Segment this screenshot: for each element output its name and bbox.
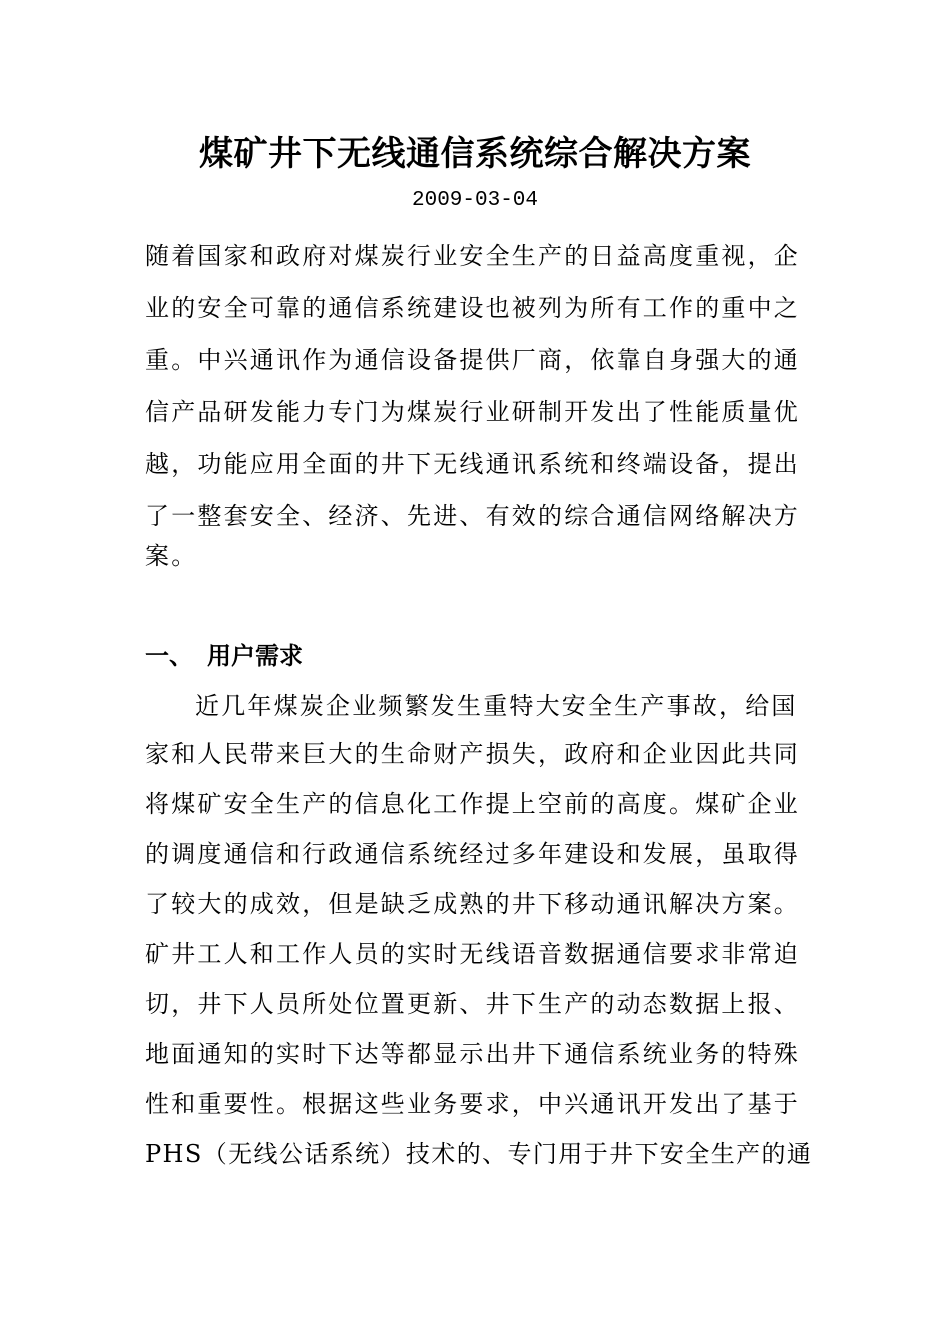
section-line: 地面通知的实时下达等都显示出井下通信系统业务的特殊 xyxy=(145,1040,800,1068)
intro-line: 了一整套安全、经济、先进、有效的综合通信网络解决方 xyxy=(145,502,800,530)
section-title: 用户需求 xyxy=(207,642,303,670)
intro-line: 业的安全可靠的通信系统建设也被列为所有工作的重中之 xyxy=(145,294,800,322)
intro-line: 案。 xyxy=(145,542,198,570)
section-line: 的调度通信和行政通信系统经过多年建设和发展，虽取得 xyxy=(145,840,800,868)
section-line: 近几年煤炭企业频繁发生重特大安全生产事故，给国 xyxy=(195,692,798,720)
document-date: 2009-03-04 xyxy=(411,189,539,212)
section-line: 了较大的成效，但是缺乏成熟的井下移动通讯解决方案。 xyxy=(145,890,800,918)
intro-line: 随着国家和政府对煤炭行业安全生产的日益高度重视，企 xyxy=(145,242,800,270)
intro-line: 越，功能应用全面的井下无线通讯系统和终端设备，提出 xyxy=(145,450,800,478)
section-number: 一、 xyxy=(145,642,193,670)
section-heading xyxy=(145,630,303,682)
section-line: 性和重要性。根据这些业务要求，中兴通讯开发出了基于 xyxy=(145,1090,800,1118)
section-line: 家和人民带来巨大的生命财产损失，政府和企业因此共同 xyxy=(145,740,800,768)
section-line: 切，井下人员所处位置更新、井下生产的动态数据上报、 xyxy=(145,990,800,1018)
section-line: 将煤矿安全生产的信息化工作提上空前的高度。煤矿企业 xyxy=(145,790,800,818)
intro-line: 信产品研发能力专门为煤炭行业研制开发出了性能质量优 xyxy=(145,398,800,426)
section-line: 矿井工人和工作人员的实时无线语音数据通信要求非常迫 xyxy=(145,940,800,968)
intro-line: 重。中兴通讯作为通信设备提供厂商，依靠自身强大的通 xyxy=(145,346,800,374)
document-title: 煤矿井下无线通信系统综合解决方案 xyxy=(199,134,751,174)
section-line: PHS（无线公话系统）技术的、专门用于井下安全生产的通 xyxy=(145,1140,813,1168)
